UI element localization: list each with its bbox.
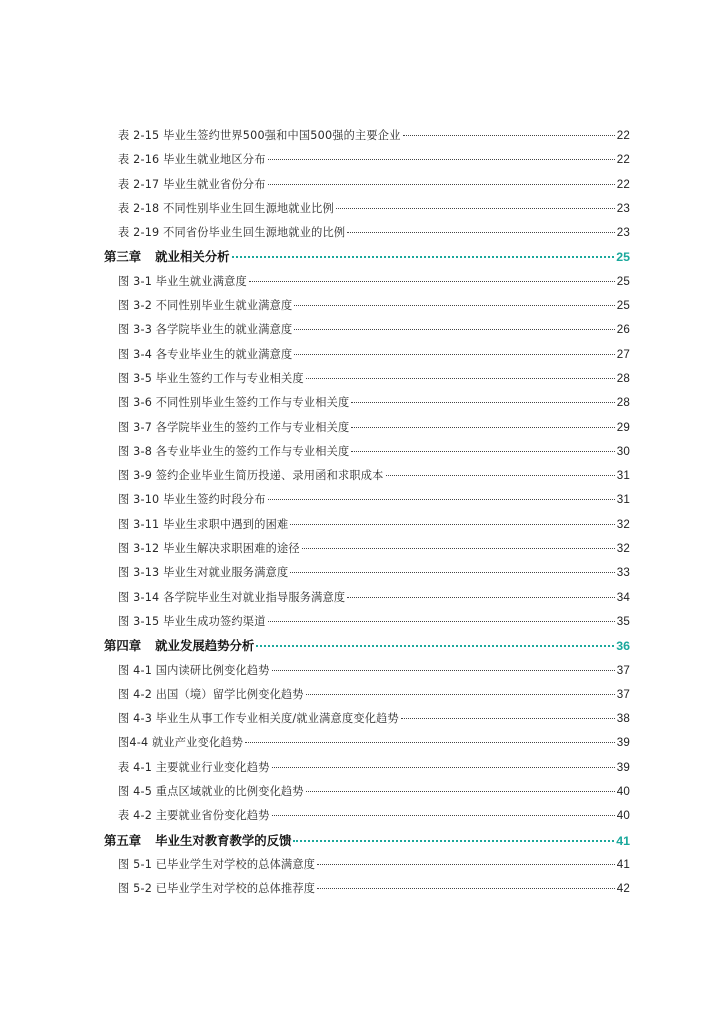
toc-entry-page: 37 [616,687,630,701]
toc-entry-label: 图 3-12 毕业生解决求职困难的途径 [118,542,300,556]
toc-entry[interactable] [104,561,630,585]
toc-entry-page: 28 [616,396,630,410]
toc-entry-label: 表 2-19 不同省份毕业生回生源地就业的比例 [118,226,346,240]
toc-entry[interactable] [104,294,630,318]
toc-entry-page: 26 [616,323,630,337]
toc-entry-page: 41 [616,857,630,871]
toc-entry-page: 28 [616,371,630,385]
toc-entry-page: 39 [616,760,630,774]
dot-leader [272,669,615,671]
dot-leader [268,158,615,160]
dot-leader [351,426,614,428]
toc-chapter-title: 就业相关分析 [155,250,230,265]
toc-entry-page: 22 [616,177,630,191]
toc-entry-label: 图 3-10 毕业生签约时段分布 [118,493,266,507]
toc-entry[interactable] [104,756,630,780]
dot-leader [347,231,614,233]
dot-leader [306,693,615,695]
toc-entry[interactable] [104,513,630,537]
toc-entry-label: 图 3-13 毕业生对就业服务满意度 [118,566,289,580]
dot-leader [294,304,614,306]
toc-entry-page: 30 [616,444,630,458]
toc-entry-label: 图4-4 就业产业变化趋势 [118,736,244,750]
toc-entry-page: 31 [616,493,630,507]
toc-entry-label: 图 3-14 各学院毕业生对就业指导服务满意度 [118,590,346,604]
toc-entry-label: 表 2-15 毕业生签约世界500强和中国500强的主要企业 [118,129,401,142]
toc-entry-label: 图 4-5 重点区域就业的比例变化趋势 [118,785,304,799]
toc-entry-label: 表 2-16 毕业生就业地区分布 [118,153,266,167]
toc-chapter-number: 第五章 [104,833,142,848]
dot-leader [306,790,615,792]
toc-entry[interactable] [104,270,630,294]
toc-entry-label: 图 3-11 毕业生求职中遇到的困难 [118,517,289,531]
dot-leader [403,134,615,136]
toc-entry-label: 图 3-9 签约企业毕业生简历投递、录用函和求职成本 [118,469,384,483]
toc-chapter-page: 36 [616,639,630,654]
toc-entry[interactable] [104,416,630,440]
toc-entry-page: 34 [616,590,630,604]
toc-entry[interactable] [104,853,630,877]
toc-entry-label: 图 3-7 各学院毕业生的签约工作与专业相关度 [118,420,350,434]
toc-chapter-heading[interactable] [104,634,630,658]
toc-entry-label: 图 3-1 毕业生就业满意度 [118,274,247,288]
toc-entry[interactable] [104,610,630,634]
toc-entry-page: 25 [616,274,630,288]
toc-entry[interactable] [104,221,630,245]
toc-entry-label: 图 3-5 毕业生签约工作与专业相关度 [118,371,304,385]
toc-entry[interactable] [104,197,630,221]
toc-entry-label: 图 3-8 各专业毕业生的签约工作与专业相关度 [118,444,350,458]
toc-entry-label: 图 5-2 已毕业学生对学校的总体推荐度 [118,882,316,896]
toc-entry-page: 22 [616,129,630,142]
toc-entry-label: 图 3-2 不同性别毕业生就业满意度 [118,299,293,313]
toc-entry[interactable] [104,148,630,172]
toc-entry[interactable] [104,173,630,197]
toc-entry-label: 图 3-4 各专业毕业生的就业满意度 [118,347,293,361]
dot-leader [272,766,615,768]
toc-entry-label: 表 2-18 不同性别毕业生回生源地就业比例 [118,201,334,215]
dot-leader [232,255,615,258]
dot-leader [401,717,615,719]
toc-chapter-page: 25 [616,250,630,265]
dot-leader [347,596,614,598]
dot-leader [294,328,614,330]
toc-entry[interactable] [104,877,630,901]
toc-chapter-title: 就业发展趋势分析 [155,639,255,654]
dot-leader [256,644,614,647]
dot-leader [351,450,614,452]
toc-entry-label: 图 4-2 出国（境）留学比例变化趋势 [118,687,304,701]
dot-leader [290,571,614,573]
toc-entry-page: 29 [616,420,630,434]
dot-leader [386,474,615,476]
toc-entry-page: 40 [616,809,630,823]
toc-entry[interactable] [104,488,630,512]
toc-entry[interactable] [104,391,630,415]
toc-entry-label: 图 3-3 各学院毕业生的就业满意度 [118,323,293,337]
dot-leader [290,523,614,525]
toc-entry-page: 22 [616,153,630,167]
toc-chapter-title: 毕业生对教育教学的反馈 [155,833,292,848]
dot-leader [306,377,615,379]
toc-entry-label: 表 4-1 主要就业行业变化趋势 [118,760,270,774]
toc-entry[interactable] [104,343,630,367]
toc-entry[interactable] [104,683,630,707]
toc-entry-label: 图 3-15 毕业生成功签约渠道 [118,614,266,628]
toc-chapter-number: 第三章 [104,250,142,265]
toc-entry-page: 38 [616,712,630,726]
toc-entry[interactable] [104,464,630,488]
toc-chapter-heading[interactable] [104,829,630,853]
dot-leader [294,353,614,355]
toc-entry[interactable] [104,804,630,828]
dot-leader [268,183,615,185]
toc-entry-label: 图 4-1 国内读研比例变化趋势 [118,663,270,677]
toc-entry[interactable] [104,318,630,342]
toc-entry-page: 27 [616,347,630,361]
toc-entry-page: 23 [616,201,630,215]
table-of-contents [104,124,630,902]
dot-leader [317,863,615,865]
dot-leader [336,207,615,209]
toc-entry-page: 32 [616,517,630,531]
toc-entry[interactable] [104,537,630,561]
dot-leader [351,401,614,403]
toc-entry-page: 42 [616,882,630,896]
toc-entry-page: 32 [616,542,630,556]
toc-entry-page: 25 [616,299,630,313]
toc-entry[interactable] [104,440,630,464]
toc-entry-page: 31 [616,469,630,483]
toc-chapter-number: 第四章 [104,639,142,654]
toc-entry[interactable] [104,707,630,731]
toc-entry-label: 表 4-2 主要就业省份变化趋势 [118,809,270,823]
toc-entry-label: 图 4-3 毕业生从事工作专业相关度/就业满意度变化趋势 [118,712,399,726]
dot-leader [317,887,615,889]
dot-leader [268,620,615,622]
toc-entry[interactable] [104,731,630,755]
toc-chapter-heading[interactable] [104,245,630,269]
toc-entry[interactable] [104,367,630,391]
toc-entry[interactable] [104,659,630,683]
toc-entry[interactable] [104,780,630,804]
toc-entry-page: 37 [616,663,630,677]
toc-entry-page: 35 [616,614,630,628]
toc-entry-label: 图 5-1 已毕业学生对学校的总体满意度 [118,857,316,871]
dot-leader [272,814,615,816]
toc-entry-label: 图 3-6 不同性别毕业生签约工作与专业相关度 [118,396,350,410]
toc-entry-page: 39 [616,736,630,750]
toc-entry-page: 23 [616,226,630,240]
toc-entry-page: 33 [616,566,630,580]
dot-leader [293,839,614,842]
toc-chapter-page: 41 [616,833,630,848]
dot-leader [268,498,615,500]
dot-leader [249,280,615,282]
toc-entry[interactable] [104,586,630,610]
toc-entry[interactable] [104,124,630,148]
toc-entry-label: 表 2-17 毕业生就业省份分布 [118,177,266,191]
toc-entry-page: 40 [616,785,630,799]
dot-leader [245,741,615,743]
dot-leader [302,547,615,549]
